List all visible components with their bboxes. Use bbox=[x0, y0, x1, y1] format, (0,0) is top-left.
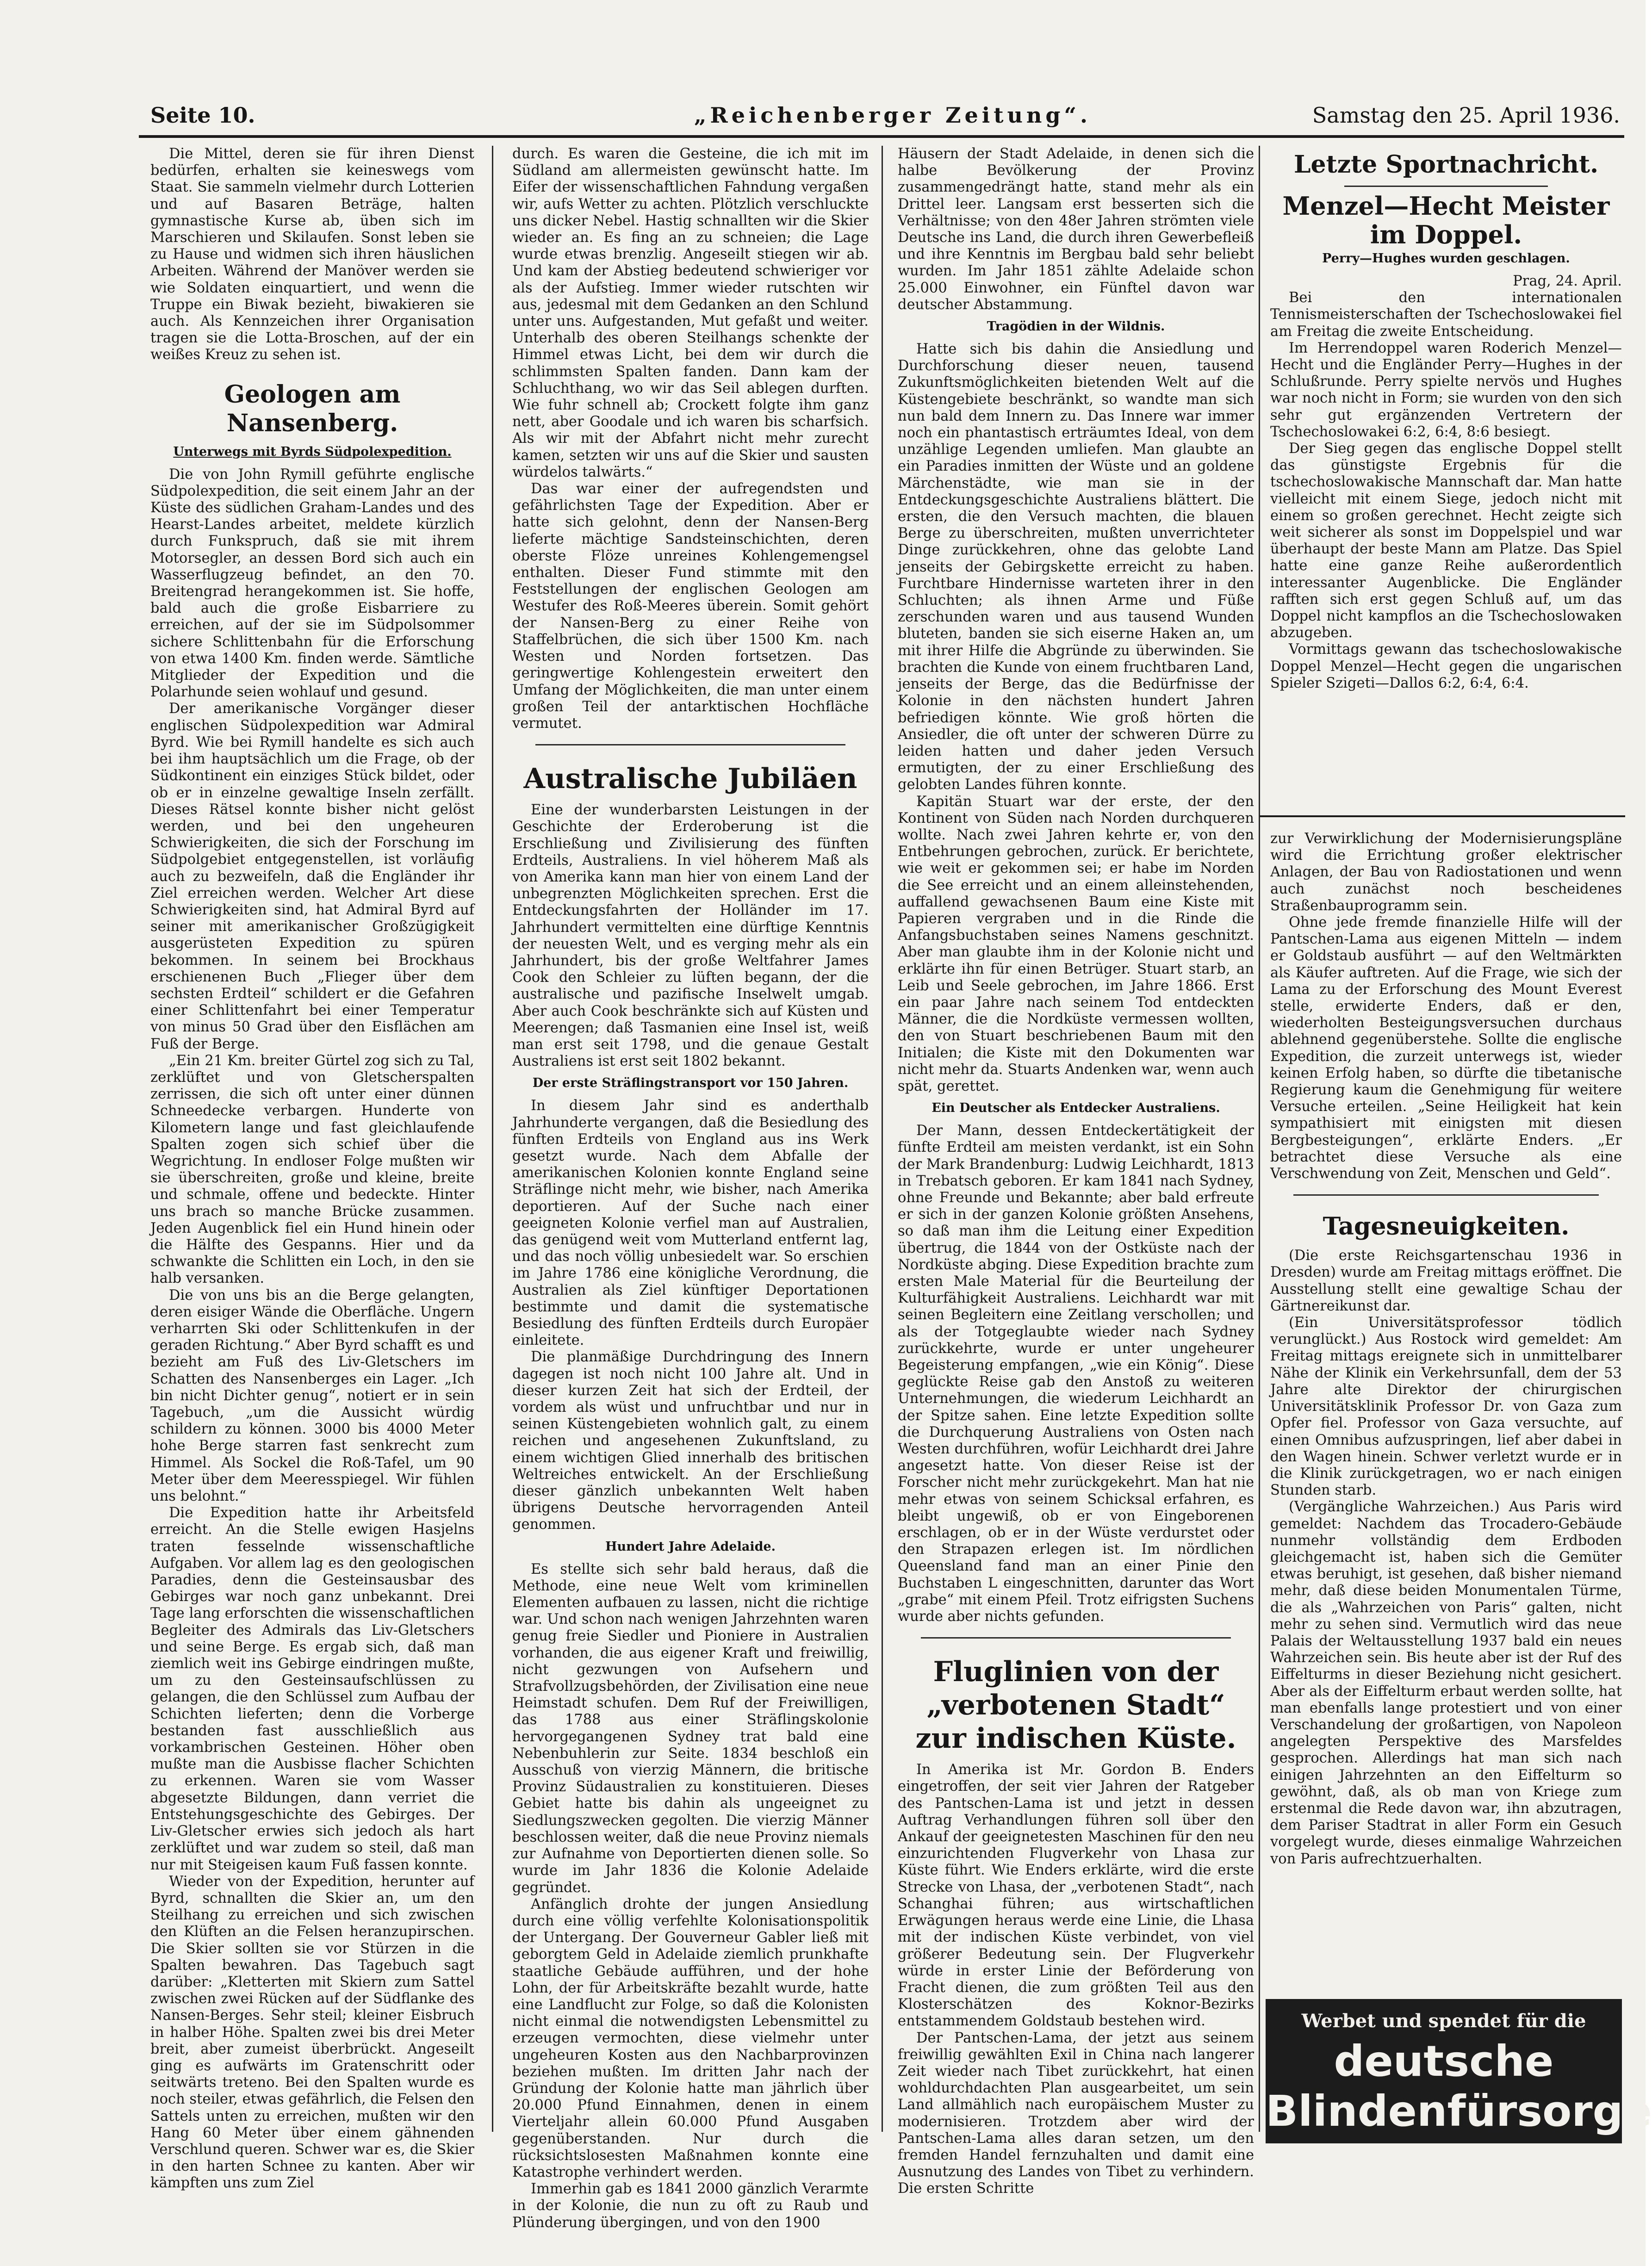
section-divider bbox=[1293, 1194, 1599, 1196]
dateline: Prag, 24. April. bbox=[1513, 273, 1622, 289]
section-divider bbox=[921, 1637, 1231, 1639]
article-text: durch. Es waren die Gesteine, die ich mit im Südland am allermeisten gewünscht hatte. Im Eifer der wissenschaftlichen Fahndung vergaßen wir, aufs Wetter zu achten. Plötzlich verschluckte uns dicker Nebel. Hastig schnallten wir die Skier wieder an. Es fing an zu schneien; die Lage wurde etwas brenzlig. Angeseilt stiegen wir ab. Und kam der Abstieg bedeutend schwieriger vor als der Aufstieg. Immer wieder rutschten wir aus, jedesmal mit dem Gedanken an den Schlund unter uns. Aufgestanden, Mut gefaßt und weiter. Unterhalb des oberen Steilhangs schenkte der Himmel etwas Licht, bei dem wir durch die schlimmsten Spalten fanden. Dann kam der Schluchthang, wo wir das Seil ablegen durften. Wie fuhr schnell ab; Crockett folgte ihm ganz nett, aber Goodale und ich waren bis scharfsich. Als wir mit der Abfahrt nicht mehr zurecht kamen, setzten wir uns auf die Skier und sausten würdelos talwärts.“ bbox=[512, 146, 869, 480]
article-text: Häusern der Stadt Adelaide, in denen sich die halbe Bevölkerung der Provinz zusammengedrängt hatte, stand mehr als ein Drittel leer. Langsam erst besserten sich die Verhältnisse; von den 48er Jahren strömten viele Deutsche ins Land, die durch ihren Gewerbefleiß und ihre Kenntnis im Bergbau bald sehr beliebt wurden. Im Jahr 1851 zählte Adelaide schon 25.000 Einwohner, ein Fünftel davon war deutscher Abstammung. bbox=[898, 146, 1254, 313]
ad-footer-label: Sammelstelle: bbox=[1302, 2152, 1427, 2171]
column-rule bbox=[882, 146, 883, 2132]
article-paragraph: Hatte sich bis dahin die Ansiedlung und Durchforschung dieser neuen, tausend Zukunftsmöglichkeiten bietenden Welt auf die Küstengebiete beschränkt, so wandte man sich nun bald dem Innern zu. Das Innere war immer noch ein phantastisch erträumtes Ideal, von dem unzählige Legenden umliefen. Man glaubte an ein Paradies inmitten der Wüste und an goldene Märchenstädte, wie man sie in der Entdeckungsgeschichte Australiens blättert. Die ersten, die den Versuch machten, die blauen Berge zu überschreiten, mußten unverrichteter Dinge zurückkehren, ohne das gelobte Land jenseits der Gebirgskette erreicht zu haben. Furchtbare Hindernisse warteten ihrer in den Schluchten; als ihnen Arme und Füße zerschunden waren und aus tausend Wunden bluteten, banden sie sich eiserne Haken an, um mit ihrer Hilfe die Abgründe zu überwinden. Sie brachten die Kunde von einem fruchtbaren Land, jenseits der Berge, das die Bedürfnisse der Kolonie in den nächsten hundert Jahren befriedigen könnte. Wie groß hörten die Ansiedler, die oft unter der schweren Dürre zu leiden hatten und daher jeden Versuch ermutigten, der zu einer Erschließung des gelobten Landes führen konnte. bbox=[898, 341, 1254, 793]
sport-subheadline: Perry—Hughes wurden geschlagen. bbox=[1322, 251, 1570, 266]
column-rule bbox=[1259, 146, 1260, 2132]
article-paragraph: Die planmäßige Durchdringung des Innern dagegen ist noch nicht 100 Jahre alt. Und in dieser kurzen Zeit hat sich der Erdteil, der vordem als wüst und unfruchtbar und nur in seinen Küstengebieten wohnlich galt, zu einem reichen und angesehenen Zukunftsland, zu einem wichtigen Glied innerhalb des britischen Weltreiches entwickelt. An der Erschließung dieser gänzlich unbekannten Welt haben übrigens Deutsche hervorragenden Anteil genommen. bbox=[512, 1349, 869, 1533]
newspaper-name: „Reichenberger Zeitung“. bbox=[694, 103, 1092, 128]
article-paragraph: Der Sieg gegen das englische Doppel stellt das günstigste Ergebnis für die tschechoslowakische Mannschaft dar. Man hatte vielleicht mit einem Siege, jedoch nicht mit einem so großen gerechnet. Hecht zeigte sich weit sicherer als sonst im Doppelspiel und war überhaupt der beste Mann am Platze. Das Spiel hatte eine ganze Reihe außerordentlich interessanter Augenblicke. Die Engländer rafften sich erst gegen Schluß auf, um das Doppel nicht kampflos an die Tschechoslowaken abzugeben. bbox=[1270, 441, 1622, 641]
news-item: (Die erste Reichsgartenschau 1936 in Dresden) wurde am Freitag mittags eröffnet. Die Ausstellung stellt eine gewaltige Schau der Gärtnereikunst dar. bbox=[1270, 1248, 1622, 1314]
section-subheadline: Hundert Jahre Adelaide. bbox=[605, 1539, 776, 1554]
masthead-rule bbox=[139, 135, 1624, 138]
column-1 bbox=[150, 146, 474, 2192]
section-subheadline: Der erste Sträflingstransport vor 150 Jahren. bbox=[532, 1076, 849, 1091]
sport-headline: Menzel—Hecht Meister im Doppel. bbox=[1282, 191, 1610, 249]
section-divider bbox=[535, 744, 845, 745]
article-paragraph: Eine der wunderbarsten Leistungen in der Geschichte der Erderoberung ist die Erschließung und Zivilisierung des fünften Erdteils, Australiens. In viel höherem Maß als von Amerika kann man hier von einem Land der unbegrenzten Möglichkeiten sprechen. Erst die Entdeckungsfahrten der Holländer im 17. Jahrhundert vermittelten eine dürftige Kenntnis der neuesten Welt, und es verging mehr als ein Jahrhundert, bis der große Weltfahrer James Cook den Schleier zu lüften begann, der die australische und pazifische Inselwelt umgab. Aber auch Cook beschränkte sich auf Küsten und Meerengen; daß Tasmanien eine Insel ist, weiß man erst seit 1798, und die genaue Gestalt Australiens ist erst seit 1802 bekannt. bbox=[512, 802, 869, 1070]
ad-footer bbox=[1266, 2141, 1622, 2192]
article-paragraph: Die von John Rymill geführte englische Südpolexpedition, die seit einem Jahr an der Küste des südlichen Graham-Landes und des Hearst-Landes arbeitet, meldete kürzlich durch Funkspruch, daß sie mit ihrem Motorsegler, an dessen Bord sich auch ein Wasserflugzeug befindet, an den 70. Breitengrad herangekommen ist. Sie hoffe, bald auch die große Eisbarriere zu erreichen, auf der sie im Südpolsommer sichere Schlittenbahn für die Erforschung von etwa 1400 Km. finden werde. Sämtliche Mitglieder der Expedition und die Polarhunde seien wohlauf und gesund. bbox=[150, 466, 474, 701]
article-paragraph: „Ein 21 Km. breiter Gürtel zog sich zu Tal, zerklüftet und von Gletscherspalten zerrissen, die sich oft unter einer dünnen Schneedecke verbargen. Hunderte von Kilometern lange und fast gleichlaufende Spalten zogen sich schief über die Wegrichtung. In endloser Folge mußten wir sie überschreiten, große und kleine, breite und schmale, offene und bedeckte. Hinter uns brach so manche Brücke zusammen. Jeden Augenblick fiel ein Hund hinein oder die Hälfte des Gespanns. Hier und da schwankte die Schlitten ein Loch, in den sie halb versanken. bbox=[150, 1052, 474, 1287]
news-item: (Ein Universitätsprofessor tödlich verunglückt.) Aus Rostock wird gemeldet: Am Freitag mittags ereignete sich in unmittelbarer Nähe der Klinik ein Verkehrsunfall, dem der 53 Jahre alte Direktor der chirurgischen Universitätsklinik Professor Dr. von Gaza zum Opfer fiel. Professor von Gaza versuchte, auf einen Omnibus aufzuspringen, lief aber dabei in den Wagen hinein. Schwer verletzt wurde er in die Klinik zurückgetragen, wo er nach einigen Stunden starb. bbox=[1270, 1315, 1622, 1499]
ad-footer-suffix: sche Buchhandlung. bbox=[1376, 2152, 1586, 2192]
column-4 bbox=[1270, 831, 1622, 1904]
box-rule bbox=[1260, 815, 1625, 817]
article-subheadline: Unterwegs mit Byrds Südpolexpedition. bbox=[173, 444, 452, 459]
article-paragraph: Es stellte sich sehr bald heraus, daß die Methode, eine neue Welt vom kriminellen Elementen aufbauen zu lassen, nicht die richtige war. Und schon nach wenigen Jahrzehnten waren genug freie Siedler und Pioniere in Australien vorhanden, die aus eigener Kraft und freiwillig, nicht gezwungen von Aufsehern und Strafvollzugsbehörden, der Zivilisation eine neue Heimstadt schufen. Dem Ruf der Freiwilligen, das 1788 aus einer Sträflingskolonie hervorgegangenen Sydney trat bald eine Nebenbuhlerin zur Seite. 1834 beschloß ein Ausschuß von vierzig Männern, die britische Provinz Südaustralien zu konstituieren. Dieses Gebiet hatte bis dahin als ungeeignet zu Siedlungszwecken gegolten. Die vierzig Männer beschlossen weiter, daß die neue Provinz niemals zur Aufnahme von Deportierten dienen solle. So wurde im Jahr 1836 die Kolonie Adelaide gegründet. bbox=[512, 1561, 869, 1896]
charity-advertisement bbox=[1266, 1999, 1652, 2192]
sport-news-box bbox=[1270, 146, 1622, 807]
article-paragraph: Die Expedition hatte ihr Arbeitsfeld erreicht. An die Stelle ewigen Hasjelns traten fesselnde wissenschaftliche Aufgaben. Vor allem lag es den geologischen Paradies, denn die Gesteinsausbar des Gebirges war noch ganz unbekannt. Drei Tage lang erforschten die wissenschaftlichen Begleiter des Admirals das Liv-Gletschers und seine Berge. Es ergab sich, daß man ziemlich weit ins Gebirge eindringen mußte, um zu den Gesteinsaufschlüssen zu gelangen, die den Schlüssel zum Aufbau der Schichten lieferten; denn die Vorberge bestanden fast ausschließlich aus vorkambrischen Gesteinen. Höher oben mußte man die Ausbisse flacher Schichten zu erkennen. Waren sie vom Wasser abgesetzte Bildungen, dann verriet die Entstehungsgeschichte des Gebirges. Der Liv-Gletscher erwies sich jedoch als hart zerklüftet und war zudem so steil, daß man nur mit Steigeisen kaum Fuß fassen konnte. bbox=[150, 1505, 474, 1873]
article-paragraph: Immerhin gab es 1841 2000 gänzlich Verarmte in der Kolonie, die nun zu oft zu Raub und Plünderung übergingen, und von den 1900 bbox=[512, 2181, 869, 2231]
article-text: Ohne jede fremde finanzielle Hilfe will der Pantschen-Lama aus eigenen Mitteln — indem er Goldstaub ausführt — auf den Weltmärkten als Käufer auftreten. Auf die Frage, wie sich der Lama zu der Erforschung des Mount Everest stelle, erwiderte Enders, daß er den, wiederholten Besteigungsversuchen durchaus ablehnend gegenüberstehe. Sollte die englische Expedition, die zurzeit unterwegs ist, wieder keinen Erfolg haben, so dürfte die tibetanische Regierung kaum die Genehmigung für weitere Versuche erteilen. „Seine Heiligkeit hat kein sympathisiert mit einigsten mit diesen Bergbesteigungen“, erklärte Enders. „Er betrachtet diese Versuche als eine Verschwendung von Zeit, Menschen und Geld“. bbox=[1270, 914, 1622, 1182]
article-text: Das war einer der aufregendsten und gefährlichsten Tage der Expedition. Aber er hatte sich gelohnt, denn der Nansen-Berg lieferte mächtige Sandsteinschichten, deren oberste Flöze unreines Kohlengemengsel enthalten. Dieser Fund stimmte mit den Feststellungen der englischen Geologen am Westufer des Roß-Meeres überein. Somit gehört der Nansen-Berg zu einer Reihe von Staffelbrüchen, die sich über 1500 Km. nach Westen und Norden fortsetzen. Das geringwertige Kohlengestein erweitert den Umfang der Möglichkeiten, die man unter einem großen Teil der antarktischen Hochfläche vermutet. bbox=[512, 481, 869, 732]
column-2 bbox=[512, 146, 869, 2231]
article-text: Die Mittel, deren sie für ihren Dienst bedürfen, erhalten sie keineswegs vom Staat. Sie sammeln vielmehr durch Lotterien und auf Basaren Beträge, halten gymnastische Kurse ab, üben sich im Marschieren und Skilaufen. Sonst leben sie zu Hause und widmen sich ihren häuslichen Arbeiten. Während der Manöver werden sie wie Soldaten einquartiert, und wenn die Truppe ein Biwak bezieht, biwakieren sie auch. Als Kennzeichen ihrer Organisation tragen sie die Lotta-Broschen, auf der ein weißes Kreuz zu sehen ist. bbox=[150, 146, 474, 363]
article-paragraph: Wieder von der Expedition, herunter auf Byrd, schnallten die Skier an, um den Steilhang zu erreichen und sich zwischen den Klüften an die Felsen heranzupirschen. Die Skier sollten sie vor Stürzen in die Spalten bewahren. Das Tagebuch sagt darüber: „Kletterten mit Skiern zum Sattel zwischen zwei Rücken auf der Südflanke des Nansen-Berges. Sehr steil; kleiner Eisbruch in halber Höhe. Spalten zwei bis drei Meter breit, aber zumeist überbrückt. Angeseilt ging es aufwärts im Gratenschritt oder seitwärts treteno. Bei den Spalten wurde es noch steiler, etwas gefährlich, die Felsen den Sattels unten zu erreichen, mußten wir den Hang 60 Meter über einem gähnenden Verschlund queren. Schwer war es, die Skier in den harten Schnee zu kanten. Aber wir kämpften uns zum Ziel bbox=[150, 1873, 474, 2192]
ad-tagline: Werbet und spendet für die bbox=[1301, 2010, 1586, 2032]
article-headline: Fluglinien von der „verbotenen Stadt“ zur indischen Küste. bbox=[915, 1656, 1236, 1755]
article-headline: Australische Jubiläen bbox=[523, 763, 857, 795]
article-paragraph: Die von uns bis an die Berge gelangten, deren eisiger Wände die Oberfläche. Ungern verharrten Ski oder Schlittenkufen in der geraden Richtung.“ Aber Byrd schafft es und bezieht am Fuß des Liv-Gletschers im Schatten des Nansenberges ein Lager. „Ich bin nicht Dichter genug“, notiert er in sein Tagebuch, „um die Aussicht würdig schildern zu können. 3000 bis 4000 Meter hohe Berge starren fast senkrecht zum Himmel. Als Sockel die Roß-Tafel, um 90 Meter über dem Meeresspiegel. Wir fühlen uns belohnt.“ bbox=[150, 1287, 474, 1505]
article-paragraph: Kapitän Stuart war der erste, der den Kontinent von Süden nach Norden durchqueren wollte. Nach zwei Jahren kehrte er, von den Entbehrungen gebrochen, zurück. Er berichtete, wie weit er gekommen sei; er habe im Norden die See erreicht und an einem alleinstehenden, auffallend gewachsenen Baum eine Kiste mit Papieren vergraben und in die Rinde die Anfangsbuchstaben seines Namens geschnitzt. Aber man glaubte ihm in der Kolonie nicht und erklärte ihn für einen Betrüger. Stuart starb, an Leib und Seele gebrochen, im Jahre 1866. Erst ein paar Jahre nach seinem Tod entdeckten Männer, die die Nordküste vermessen wollten, den von Stuart beschriebenen Baum mit den Initialen; die Kiste mit den Dokumenten war nicht mehr da. Stuarts Andenken war, wenn auch spät, gerettet. bbox=[898, 793, 1254, 1094]
section-subheadline: Ein Deutscher als Entdecker Australiens. bbox=[932, 1101, 1220, 1116]
article-paragraph: Im Herrendoppel waren Roderich Menzel—Hecht und die Engländer Perry—Hughes in der Schlußrunde. Perry spielte nervös und Hughes war noch nicht in Form; sie wurden von den sich sehr gut ergänzenden Vertretern der Tschechoslowakei 6:2, 6:4, 8:6 besiegt. bbox=[1270, 340, 1622, 440]
section-subheadline: Tragödien in der Wildnis. bbox=[987, 319, 1165, 334]
article-headline: Geologen am Nansenberg. bbox=[224, 380, 401, 437]
ad-footer-name: Sollors bbox=[1432, 2141, 1540, 2173]
article-paragraph: In diesem Jahr sind es anderthalb Jahrhunderte vergangen, daß die Besiedlung des fünften Erdteils von England aus ins Werk gesetzt wurde. Nach dem Abfalle der amerikanischen Kolonien konnte England seine Sträflinge nicht mehr, wie bisher, nach Amerika deportieren. Auf der Suche nach einer geeigneten Kolonie verfiel man auf Australien, das genügend weit vom Mutterland entfernt lag, und das noch völlig unbesiedelt war. So erschien im Jahre 1786 eine königliche Verordnung, die Australien als Ziel künftiger Deportationen bestimmte und damit die systematische Besiedlung des fünften Erdteils durch Europäer einleitete. bbox=[512, 1098, 869, 1349]
issue-date: Samstag den 25. April 1936. bbox=[1312, 103, 1620, 128]
article-text: zur Verwirklichung der Modernisierungspläne wird die Errichtung großer elektrischer Anlagen, der Bau von Radiostationen und wenn auch zunächst noch bescheidenes Straßenbauprogramm sein. bbox=[1270, 831, 1622, 914]
sport-section-title: Letzte Sportnachricht. bbox=[1293, 150, 1599, 179]
section-divider bbox=[1344, 186, 1548, 187]
article-paragraph: Anfänglich drohte der jungen Ansiedlung durch eine völlig verfehlte Kolonisationspolitik der Untergang. Der Gouverneur Gabler ließ mit geborgtem Geld in Adelaide ziemlich prunkhafte staatliche Gebäude aufführen, und der hohe Lohn, der für Arbeitskräfte bezahlt wurde, hatte eine Landflucht zur Folge, so daß die Kolonisten nicht einmal die notwendigsten Lebensmittel zu erzeugen vermochten, diese vielmehr unter ungeheuren Kosten aus den Nachbarprovinzen beziehen mußten. Im dritten Jahr nach der Gründung der Kolonie hatte man jährlich über 20.000 Pfund Einnahmen, denen in einem Vierteljahr allein 60.000 Pfund Ausgaben gegenüberstanden. Nur durch die rücksichtslosesten Maßnahmen konnte eine Katastrophe verhindert werden. bbox=[512, 1896, 869, 2180]
article-paragraph: Vormittags gewann das tschechoslowakische Doppel Menzel—Hecht gegen die ungarischen Spieler Szigeti—Dallos 6:2, 6:4, 6:4. bbox=[1270, 641, 1622, 691]
article-paragraph: Der Pantschen-Lama, der jetzt aus seinem freiwillig gewählten Exil in China nach langerer Zeit wieder nach Tibet zurückkehrt, hat einen wohldurchdachten Plan ausgearbeitet, um sein Land allmählich nach europäischem Muster zu modernisieren. Trotzdem aber wird der Pantschen-Lama alles daran setzen, um den fremden Handel fernzuhalten und damit eine Ausnutzung des Landes von Tibet zu verhindern. Die ersten Schritte bbox=[898, 2030, 1254, 2197]
news-section-title: Tagesneuigkeiten. bbox=[1323, 1212, 1570, 1241]
column-rule bbox=[492, 146, 493, 2132]
news-item: (Vergängliche Wahrzeichen.) Aus Paris wird gemeldet: Nachdem das Trocadero-Gebäude nunmehr vollständig dem Erdboden gleichgemacht ist, haben sich die Gemüter etwas beruhigt, ist gesehen, daß bisher niemand mehr, daß diese beiden Monumentalen Türme, die als „Wahrzeichen von Paris“ galten, nicht mehr zu sehen sind. Vermutlich wird das neue Palais der Weltausstellung 1937 bald ein neues Wahrzeichen sein. Bis heute aber ist der Ruf des Eiffelturms in dieser Beziehung nicht gesichert. Aber als der Eiffelturm erbaut werden sollte, hat man ebenfalls lange protestiert und von einer Verschandelung der großartigen, von Napoleon angelegten Perspektive des Marsfeldes gesprochen. Allerdings hat man sich nach einigen Jahrzehnten an den Eiffelturm so gewöhnt, daß, als ob man von Kriege zum erstenmal die Rede davon war, ihn abzutragen, dem Pariser Stadtrat in aller Form ein Gesuch vorgelegt wurde, dieses einmalige Wahrzeichen von Paris aufrechtzuerhalten. bbox=[1270, 1499, 1622, 1867]
page-number: Seite 10. bbox=[150, 103, 255, 128]
article-paragraph: Bei den internationalen Tennismeisterschaften der Tschechoslowakei fiel am Freitag die zweite Entscheidung. bbox=[1270, 290, 1622, 340]
article-paragraph: Der amerikanische Vorgänger dieser englischen Südpolexpedition war Admiral Byrd. Wie bei Rymill handelte es sich auch bei ihm hauptsächlich um die Frage, ob der Südkontinent ein einziges Stück bildet, oder ob er in einzelne gewaltige Inseln zerfällt. Dieses Rätsel konnte bisher nicht gelöst werden, und bei den ungeheuren Schwierigkeiten, die sich der Forschung im Südpolgebiet entgegenstellen, ist vorläufig auch zu bezweifeln, daß die Engländer ihr Ziel erreichen werden. Welcher Art diese Schwierigkeiten sind, hat Admiral Byrd auf seiner mit amerikanischer Großzügigkeit ausgerüsteten Expedition zu spüren bekommen. In seinem bei Brockhaus erschienenen Buch „Flieger über dem sechsten Erdteil“ schildert er die Gefahren einer Schlittenfahrt bei einer Temperatur von minus 50 Grad über den Eisflächen am Fuß der Berge. bbox=[150, 701, 474, 1052]
article-paragraph: Der Mann, dessen Entdeckertätigkeit der fünfte Erdteil am meisten verdankt, ist ein Sohn der Mark Brandenburg: Ludwig Leichhardt, 1813 in Trebatsch geboren. Er kam 1841 nach Sydney, ohne Freunde und Bekannte; aber bald erfreute er sich in der ganzen Kolonie größten Ansehens, so daß man ihm die Leitung einer Expedition übertrug, die 1844 von der Ostküste nach der Nordküste abging. Diese Expedition brachte zum ersten Male Material für die Beurteilung der Kulturfähigkeit Australiens. Leichhardt war mit seinen Begleitern eine Zeitlang verschollen; und als der Totgeglaubte wieder nach Sydney zurückkehrte, wurde er unter ungeheurer Begeisterung empfangen, „wie ein König“. Diese geglückte Reise gab den Anstoß zu weiteren Unternehmungen, die wiederum Leichhardt an der Spitze sahen. Eine letzte Expedition sollte die Durchquerung Australiens von Osten nach Westen durchführen, wofür Leichhardt drei Jahre angesetzt hatte. Von dieser Reise ist der Forscher nicht mehr zurückgekehrt. Man hat nie mehr etwas von seinem Schicksal erfahren, es bleibt ungewiß, ob er von Eingeborenen erschlagen, ob er in der Wüste verdurstet oder den Strapazen erlegen ist. Im nördlichen Queensland fand man an einer Pinie den Buchstaben L eingeschnitten, darunter das Wort „grabe“ mit einem Pfeil. Trotz eifrigsten Suchens wurde aber nichts gefunden. bbox=[898, 1123, 1254, 1625]
article-paragraph: In Amerika ist Mr. Gordon B. Enders eingetroffen, der seit vier Jahren der Ratgeber des Pantschen-Lama ist und jetzt in dessen Auftrag Verhandlungen führen soll über den Ankauf der geeignetesten Maschinen für den neu einzurichtenden Flugverkehr von Lhasa zur Küste führt. Wie Enders erklärte, wird die erste Strecke von Lhasa, der „verbotenen Stadt“, nach Schanghai führen; aus wirtschaftlichen Erwägungen heraus werde eine Linie, die Lhasa mit der indischen Küste verbindet, von viel größerer Bedeutung sein. Der Flugverkehr würde in erster Linie der Beförderung von Fracht dienen, die zum größten Teil aus den Klosterschätzen des Koknor-Bezirks entstammendem Goldstaub bestehen wird. bbox=[898, 1762, 1254, 2030]
ad-headline: deutsche Blindenfürsorge bbox=[1266, 2036, 1652, 2136]
column-3 bbox=[898, 146, 1254, 2197]
